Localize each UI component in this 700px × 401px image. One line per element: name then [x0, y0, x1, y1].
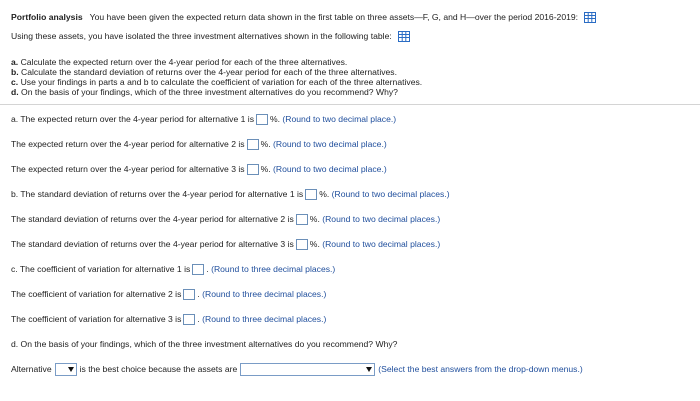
task-item: a. Calculate the expected return over the 4-year period for each of the three alternatives. — [11, 57, 348, 67]
task-item: c. Use your findings in parts a and b to calculate the coefficient of variation for each of the three alternatives. — [11, 77, 423, 87]
answer-input[interactable] — [247, 164, 259, 175]
answer-input[interactable] — [192, 264, 204, 275]
answer-input[interactable] — [296, 214, 308, 225]
answer-input[interactable] — [183, 314, 195, 325]
alternative-select[interactable] — [55, 363, 77, 376]
dropdown-hint: (Select the best answers from the drop-down menus.) — [378, 363, 583, 374]
problem-title: Portfolio analysis — [11, 12, 83, 22]
question-row: The coefficient of variation for alternative 3 is . (Round to three decimal places.) — [11, 314, 327, 324]
part-d-question: d. On the basis of your findings, which of the three investment alternatives do you recommend? Why? — [11, 339, 398, 349]
question-row: The expected return over the 4-year period for alternative 3 is %. (Round to two decimal place.) — [11, 164, 387, 174]
intro-line-1 — [11, 12, 596, 23]
reason-select[interactable] — [240, 363, 375, 376]
answer-input[interactable] — [256, 114, 268, 125]
chevron-down-icon — [68, 367, 74, 372]
intro-line-2 — [11, 31, 410, 42]
answer-input[interactable] — [247, 139, 259, 150]
question-row: The coefficient of variation for alternative 2 is . (Round to three decimal places.) — [11, 289, 327, 299]
question-row: c. The coefficient of variation for alternative 1 is . (Round to three decimal places.) — [11, 264, 336, 274]
question-row: The standard deviation of returns over the 4-year period for alternative 3 is %. (Round to two decimal places.) — [11, 239, 441, 249]
question-row: The expected return over the 4-year period for alternative 2 is %. (Round to two decimal place.) — [11, 139, 387, 149]
chevron-down-icon — [366, 367, 372, 372]
part-d-answer-row — [11, 363, 583, 376]
task-item: d. On the basis of your findings, which of the three investment alternatives do you recommend? Why? — [11, 87, 398, 97]
question-row: The standard deviation of returns over the 4-year period for alternative 2 is %. (Round to two decimal places.) — [11, 214, 441, 224]
alternative-label: Alternative — [11, 363, 52, 374]
table-icon[interactable] — [584, 12, 596, 23]
middle-text: is the best choice because the assets are — [79, 363, 238, 374]
answer-input[interactable] — [305, 189, 317, 200]
answer-input[interactable] — [296, 239, 308, 250]
table-icon[interactable] — [398, 31, 410, 42]
question-row: a. The expected return over the 4-year period for alternative 1 is %. (Round to two decimal place.) — [11, 114, 397, 124]
intro-text-1: You have been given the expected return data shown in the first table on three assets—F, G, and H—over the period 2016-2019: — [89, 12, 579, 22]
task-item: b. Calculate the standard deviation of returns over the 4-year period for each of the three alternatives. — [11, 67, 397, 77]
section-divider — [0, 104, 700, 105]
intro-text-2: Using these assets, you have isolated the three investment alternatives shown in the following table: — [11, 31, 392, 41]
answer-input[interactable] — [183, 289, 195, 300]
question-row: b. The standard deviation of returns over the 4-year period for alternative 1 is %. (Round to two decimal places.) — [11, 189, 450, 199]
